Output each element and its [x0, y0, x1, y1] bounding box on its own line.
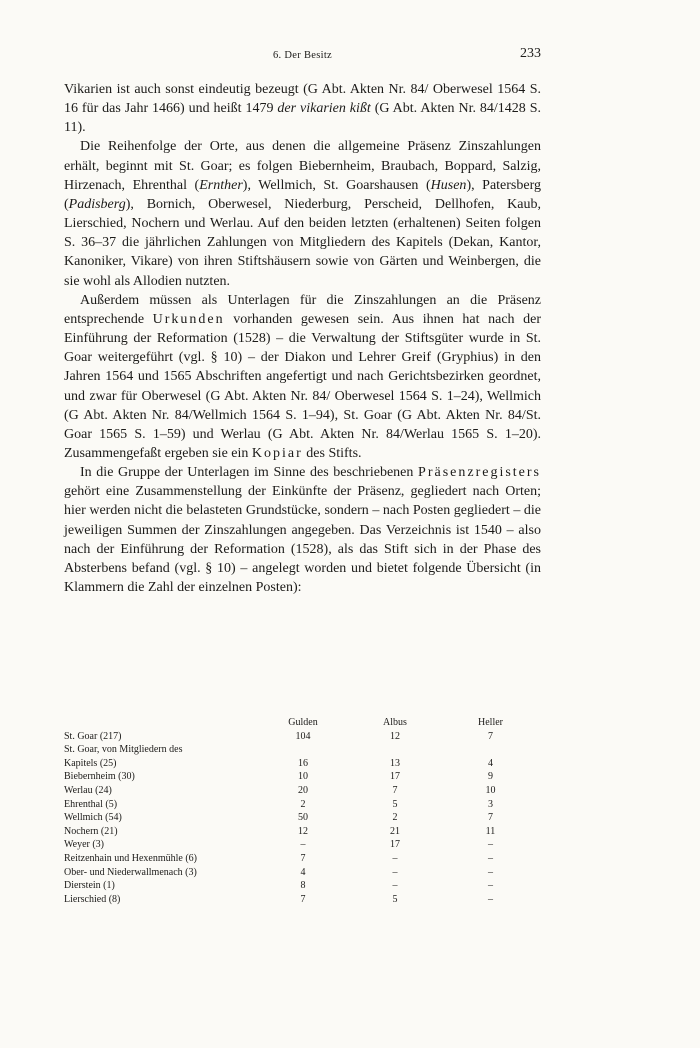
table-row: [64, 893, 541, 907]
text-run: gehört eine Zusammenstellung der Einkünfte der Präsenz, gegliedert nach Orten; hier werden nicht die belasteten Grundstücke, sondern – nach Posten gegliedert – die jeweiligen Summen der Zinszahlungen angegeben. Das Verzeichnis ist 1540 – also nach der Einführung der Reformation (1528), als das Stift sich in der Phase des Absterbens befand (vgl. § 10) – angelegt worden und bietet folgende Übersicht (in Klammern die Zahl der einzelnen Posten):: [64, 484, 541, 596]
albus-cell: 5: [392, 798, 398, 810]
heller-cell: –: [488, 839, 493, 851]
column-header-albus: Albus: [383, 717, 407, 728]
albus-cell: 5: [392, 893, 398, 905]
body-text: [64, 80, 541, 597]
column-header: [64, 716, 256, 730]
location-cell: Wellmich (54): [64, 812, 122, 824]
italic-text: Husen: [430, 177, 467, 193]
text-run: des Stifts.: [302, 445, 362, 461]
albus-cell: 13: [390, 757, 400, 769]
gulden-cell: 2: [300, 798, 306, 810]
spaced-text: Urkunden: [152, 311, 225, 327]
albus-cell: 12: [390, 730, 400, 742]
albus-cell: –: [392, 866, 398, 878]
location-cell: Nochern (21): [64, 825, 118, 837]
heller-cell: –: [488, 866, 493, 878]
gulden-cell: 7: [300, 893, 306, 905]
albus-cell: [350, 743, 440, 757]
table-row: [64, 743, 541, 757]
running-title: 6. Der Besitz: [272, 50, 332, 61]
text-run: Vikarien ist auch sonst eindeutig bezeugt (G Abt. Akten Nr. 84/ Oberwesel 1564 S. 16 für das Jahr 1466) und heißt 1479: [64, 82, 541, 117]
page-number: 233: [520, 46, 541, 61]
gulden-cell: 16: [298, 757, 308, 769]
table-row: [64, 798, 541, 812]
albus-cell: 2: [392, 812, 398, 824]
gulden-cell: 4: [300, 866, 306, 878]
heller-cell: –: [488, 893, 493, 905]
location-cell: Ober- und Niederwallmenach (3): [64, 866, 197, 878]
albus-cell: 17: [390, 771, 400, 783]
location-cell: Kapitels (25): [64, 757, 117, 769]
text-run: ), Patersberg (: [64, 177, 541, 212]
gulden-cell: [256, 743, 350, 757]
text-run: In die Gruppe der Unterlagen im Sinne des beschriebenen: [80, 465, 419, 481]
location-cell: Biebernheim (30): [64, 771, 135, 783]
gulden-cell: 50: [298, 812, 308, 824]
text-run: Außerdem müssen als Unterlagen für die Zinszahlungen an die Präsenz entsprechende: [64, 292, 541, 327]
paragraph: [64, 291, 541, 463]
paragraph: [64, 80, 541, 137]
location-cell: Dierstein (1): [64, 880, 115, 892]
heller-cell: 10: [485, 784, 496, 796]
heller-cell: –: [488, 880, 493, 892]
text-run: ), Wellmich, St. Goarshausen (: [242, 177, 431, 193]
table-row: [64, 757, 541, 771]
column-header-heller: Heller: [478, 717, 503, 728]
location-cell: Reitzenhain und Hexenmühle (6): [64, 852, 198, 864]
gulden-cell: 8: [300, 880, 306, 892]
location-cell: Ehrenthal (5): [64, 798, 118, 810]
heller-cell: [440, 743, 541, 757]
table-row: [64, 879, 541, 893]
heller-cell: 7: [488, 812, 493, 824]
gulden-cell: 104: [295, 730, 311, 742]
table-row: [64, 838, 541, 852]
location-cell: St. Goar (217): [64, 730, 122, 742]
italic-text: der vikarien kißt: [277, 101, 371, 117]
gulden-cell: –: [300, 839, 306, 851]
page-header: [64, 46, 541, 66]
spaced-text: Kopiar: [251, 445, 303, 461]
text-run: ), Bornich, Oberwesel, Niederburg, Perscheid, Dellhofen, Kaub, Lierschied, Nochern und Werlau. Auf den beiden letzten (erhaltenen) Seiten folgen S. 36–37 die jährlichen Zahlungen von Mitgliedern des Kapitels (Dekan, Kantor, Kanoniker, Vikare) von ihren Stiftshäusern sowie von Gärten und Weinbergen, die sie wohl als Allodien nutzten.: [64, 196, 541, 289]
heller-cell: 3: [488, 798, 493, 810]
heller-cell: 9: [488, 771, 493, 783]
heller-cell: 7: [488, 730, 493, 742]
heller-cell: 11: [485, 825, 496, 837]
heller-cell: –: [488, 852, 493, 864]
heller-cell: 4: [488, 757, 493, 769]
table-row: [64, 784, 541, 798]
italic-text: Ernther: [199, 177, 243, 193]
albus-cell: 7: [392, 784, 398, 796]
table-row: [64, 825, 541, 839]
table-row: [64, 770, 541, 784]
albus-cell: –: [392, 852, 398, 864]
gulden-cell: 20: [298, 784, 308, 796]
italic-text: Padisberg: [68, 196, 126, 212]
spaced-text: Präsenzregisters: [418, 465, 541, 481]
table-row: [64, 852, 541, 866]
column-header-gulden: Gulden: [288, 717, 318, 728]
location-cell: St. Goar, von Mitgliedern des: [64, 744, 183, 756]
table-row: [64, 730, 541, 744]
gulden-cell: 12: [298, 825, 308, 837]
location-cell: Lierschied (8): [64, 893, 121, 905]
income-table: [64, 716, 541, 906]
gulden-cell: 7: [300, 852, 306, 864]
paragraph: [64, 463, 541, 597]
table-row: [64, 811, 541, 825]
albus-cell: –: [392, 880, 398, 892]
location-cell: Werlau (24): [64, 784, 112, 796]
table-header-row: [64, 716, 541, 730]
income-table-wrap: [64, 716, 541, 906]
paragraph: [64, 137, 541, 290]
location-cell: Weyer (3): [64, 839, 105, 851]
gulden-cell: 10: [298, 771, 308, 783]
albus-cell: 21: [390, 825, 400, 837]
text-run: Die Reihenfolge der Orte, aus denen die allgemeine Präsenz Zinszahlungen erhält, beginnt mit St. Goar; es folgen Biebernheim, Braubach, Boppard, Salzig, Hirzenach, Ehrenthal (: [64, 139, 541, 193]
table-row: [64, 866, 541, 880]
text-run: (G Abt. Akten Nr. 84/1428 S. 11).: [64, 101, 541, 136]
albus-cell: 17: [390, 839, 400, 851]
text-run: vorhanden gewesen sein. Aus ihnen hat nach der Einführung der Reformation (1528) – die Verwaltung der Stiftsgüter wurde in St. Goar weitergeführt (vgl. § 10) – der Diakon und Lehrer Greif (Gryphius) in den Jahren 1564 und 1565 Abschriften angefertigt und nach Gerichtsbezirken geordnet, und zwar für Oberwesel (G Abt. Akten Nr. 84/ Oberwesel 1564 S. 1–24), Wellmich (G Abt. Akten Nr. 84/Wellmich 1564 S. 1–94), St. Goar (G Abt. Akten Nr. 84/St. Goar 1565 S. 1–59) und Werlau (G Abt. Akten Nr. 84/Werlau 1565 S. 1–20). Zusammengefaßt ergeben sie ein: [64, 311, 541, 461]
